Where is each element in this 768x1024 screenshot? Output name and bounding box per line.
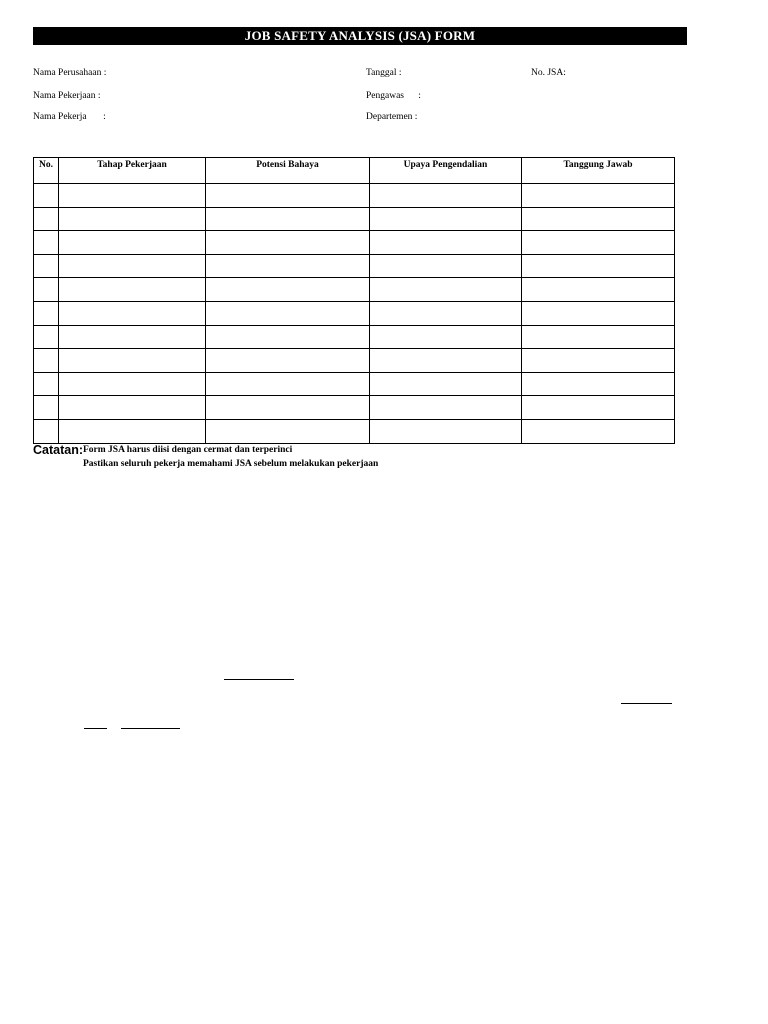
table-cell[interactable] xyxy=(370,301,522,325)
table-cell[interactable] xyxy=(34,184,59,208)
table-cell[interactable] xyxy=(522,372,675,396)
table-cell[interactable] xyxy=(370,419,522,443)
table-cell[interactable] xyxy=(59,184,206,208)
table-cell[interactable] xyxy=(34,372,59,396)
table-body xyxy=(34,184,675,444)
column-header-tahap-pekerjaan: Tahap Pekerjaan xyxy=(59,158,206,184)
table-cell[interactable] xyxy=(522,231,675,255)
table-cell[interactable] xyxy=(206,254,370,278)
table-cell[interactable] xyxy=(370,349,522,373)
table-cell[interactable] xyxy=(59,396,206,420)
signature-line xyxy=(84,728,107,729)
notes-label: Catatan: xyxy=(33,443,84,457)
table-cell[interactable] xyxy=(370,207,522,231)
table-cell[interactable] xyxy=(370,396,522,420)
table-cell[interactable] xyxy=(59,349,206,373)
signature-line xyxy=(121,728,180,729)
signature-line xyxy=(224,679,294,680)
form-title: JOB SAFETY ANALYSIS (JSA) FORM xyxy=(33,27,687,45)
field-nama-pekerjaan[interactable]: Nama Pekerjaan : xyxy=(33,91,101,101)
table-cell[interactable] xyxy=(206,349,370,373)
table-row xyxy=(34,254,675,278)
table-cell[interactable] xyxy=(370,231,522,255)
table-cell[interactable] xyxy=(206,325,370,349)
table-cell[interactable] xyxy=(59,207,206,231)
table-cell[interactable] xyxy=(206,207,370,231)
note-line-2: Pastikan seluruh pekerja memahami JSA sebelum melakukan pekerjaan xyxy=(83,459,379,469)
field-no-jsa[interactable]: No. JSA: xyxy=(531,68,566,78)
note-line-1: Form JSA harus diisi dengan cermat dan terperinci xyxy=(83,445,293,455)
table-cell[interactable] xyxy=(522,254,675,278)
table-cell[interactable] xyxy=(59,325,206,349)
field-pengawas[interactable]: Pengawas : xyxy=(366,91,421,101)
table-cell[interactable] xyxy=(522,349,675,373)
table-row xyxy=(34,301,675,325)
table-cell[interactable] xyxy=(34,419,59,443)
table-row xyxy=(34,419,675,443)
table-cell[interactable] xyxy=(206,231,370,255)
field-nama-pekerja[interactable]: Nama Pekerja : xyxy=(33,112,106,122)
table-cell[interactable] xyxy=(59,372,206,396)
column-header-tanggung-jawab: Tanggung Jawab xyxy=(522,158,675,184)
table-cell[interactable] xyxy=(59,301,206,325)
table-cell[interactable] xyxy=(370,325,522,349)
column-header-no: No. xyxy=(34,158,59,184)
table-cell[interactable] xyxy=(34,254,59,278)
table-cell[interactable] xyxy=(34,325,59,349)
table-cell[interactable] xyxy=(59,278,206,302)
table-cell[interactable] xyxy=(59,231,206,255)
table-cell[interactable] xyxy=(522,207,675,231)
column-header-upaya-pengendalian: Upaya Pengendalian xyxy=(370,158,522,184)
table-row xyxy=(34,325,675,349)
table-cell[interactable] xyxy=(59,254,206,278)
table-row xyxy=(34,231,675,255)
column-header-potensi-bahaya: Potensi Bahaya xyxy=(206,158,370,184)
table-cell[interactable] xyxy=(206,301,370,325)
table-cell[interactable] xyxy=(206,396,370,420)
table-row xyxy=(34,372,675,396)
table-cell[interactable] xyxy=(206,184,370,208)
field-nama-perusahaan[interactable]: Nama Perusahaan : xyxy=(33,68,107,78)
table-row xyxy=(34,207,675,231)
table-row xyxy=(34,184,675,208)
table-cell[interactable] xyxy=(206,372,370,396)
table-row xyxy=(34,349,675,373)
table-row xyxy=(34,278,675,302)
table-cell[interactable] xyxy=(370,372,522,396)
table-cell[interactable] xyxy=(34,207,59,231)
table-cell[interactable] xyxy=(370,254,522,278)
table-cell[interactable] xyxy=(522,396,675,420)
table-cell[interactable] xyxy=(522,184,675,208)
table-cell[interactable] xyxy=(34,349,59,373)
jsa-table xyxy=(33,157,675,444)
field-departemen[interactable]: Departemen : xyxy=(366,112,418,122)
table-header-row xyxy=(34,158,675,184)
table-row xyxy=(34,396,675,420)
field-tanggal[interactable]: Tanggal : xyxy=(366,68,402,78)
table-cell[interactable] xyxy=(522,301,675,325)
table-cell[interactable] xyxy=(34,396,59,420)
signature-line xyxy=(621,703,672,704)
table-cell[interactable] xyxy=(370,184,522,208)
table-cell[interactable] xyxy=(34,231,59,255)
table-cell[interactable] xyxy=(206,419,370,443)
table-cell[interactable] xyxy=(522,419,675,443)
table-cell[interactable] xyxy=(59,419,206,443)
table-cell[interactable] xyxy=(206,278,370,302)
table-cell[interactable] xyxy=(34,301,59,325)
table-cell[interactable] xyxy=(522,325,675,349)
table-cell[interactable] xyxy=(34,278,59,302)
table-cell[interactable] xyxy=(522,278,675,302)
table-cell[interactable] xyxy=(370,278,522,302)
